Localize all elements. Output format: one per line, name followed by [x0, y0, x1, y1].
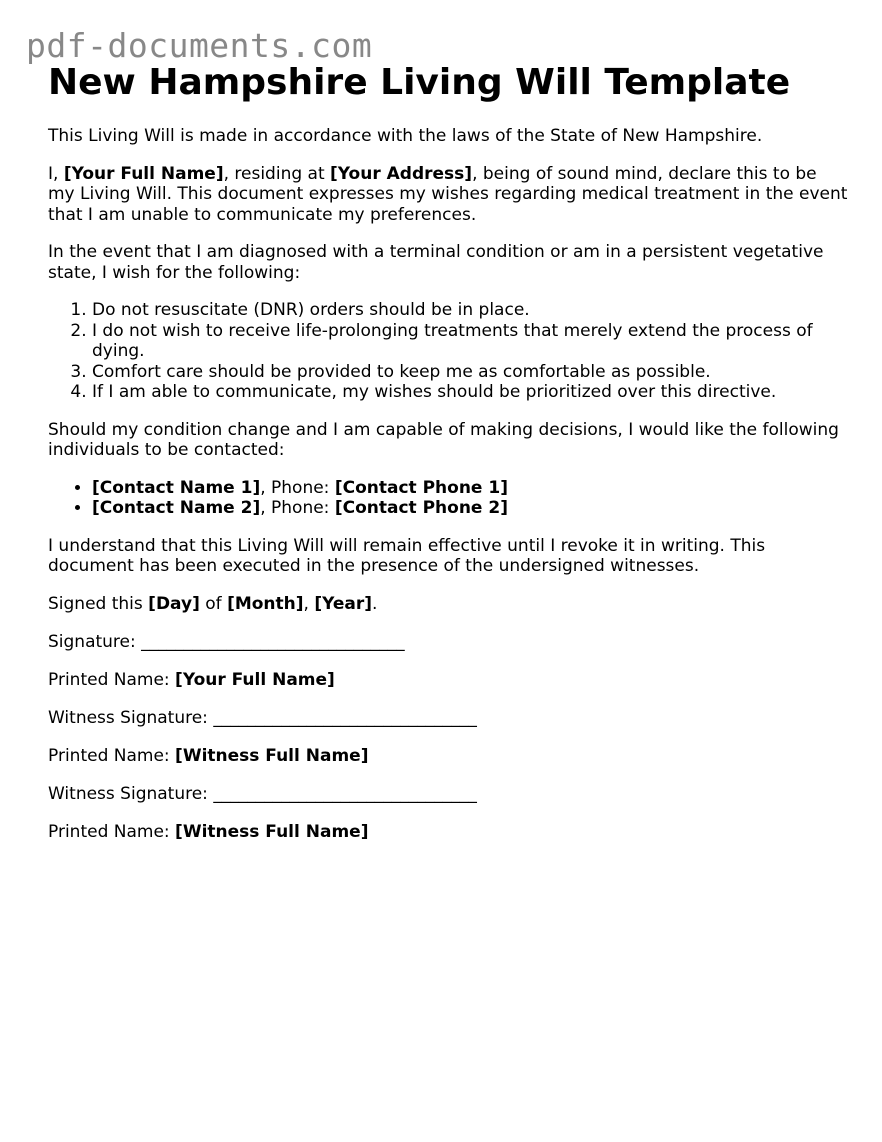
contact-name: [Contact Name 1]	[92, 477, 261, 498]
contact-item	[92, 478, 848, 499]
witness-signature-blank: _______________________________	[213, 784, 477, 804]
contact-phone: [Contact Phone 1]	[334, 477, 508, 498]
signature-label: Signature:	[48, 632, 142, 652]
witness-signature-label: Witness Signature:	[48, 784, 214, 804]
declaration-residing: , residing at	[223, 163, 331, 184]
witness-printed-name-label: Printed Name:	[48, 746, 176, 766]
contact-phone-label: , Phone:	[260, 498, 335, 518]
signed-of: of	[199, 594, 228, 614]
contact-item	[92, 498, 848, 519]
wish-item: 3. Comfort care should be provided to keep me as comfortable as possible.	[92, 362, 848, 383]
witness-signature-line	[48, 784, 848, 805]
contacts-list	[48, 478, 848, 519]
contact-phone: [Contact Phone 2]	[334, 498, 508, 518]
contact-name: [Contact Name 2]	[92, 498, 261, 518]
day-placeholder: [Day]	[148, 594, 200, 614]
witness-printed-name-line	[48, 822, 848, 843]
witness-signature-blank: _______________________________	[213, 708, 477, 728]
signature-blank: _______________________________	[141, 632, 405, 652]
printed-name-line	[48, 670, 848, 691]
wish-item: 2. I do not wish to receive life-prolonging treatments that merely extend the process of dying.	[92, 321, 848, 362]
signed-prefix: Signed this	[48, 594, 149, 614]
witness-printed-name-value: [Witness Full Name]	[175, 822, 369, 842]
witness-printed-name-value: [Witness Full Name]	[175, 746, 369, 766]
printed-name-value: [Your Full Name]	[175, 670, 335, 690]
witness-printed-name-line	[48, 746, 848, 767]
declaration-prefix: I,	[48, 163, 64, 184]
intro-paragraph: This Living Will is made in accordance with the laws of the State of New Hampshire.	[48, 126, 763, 146]
signed-end: .	[372, 594, 378, 614]
effective-paragraph: I understand that this Living Will will remain effective until I revoke it in writing. This document has been executed in the presence of the undersigned witnesses.	[48, 535, 766, 576]
wish-item: 4. If I am able to communicate, my wishes should be prioritized over this directive.	[92, 382, 848, 403]
declaration-rest: , being of sound mind, declare this to be my Living Will. This document expresses my wishes regarding medical treatment in the event that I am unable to communicate my preferences.	[48, 163, 848, 225]
month-placeholder: [Month]	[227, 594, 304, 614]
document-title: New Hampshire Living Will Template	[48, 62, 791, 103]
document-body	[48, 60, 848, 843]
witness-printed-name-label: Printed Name:	[48, 822, 176, 842]
wishes-list	[48, 300, 848, 403]
signed-comma: ,	[303, 594, 315, 614]
printed-name-label: Printed Name:	[48, 670, 176, 690]
wish-item: 1. Do not resuscitate (DNR) orders should be in place.	[92, 300, 848, 321]
declaration-paragraph	[48, 164, 848, 226]
signed-date-line	[48, 594, 848, 615]
address-placeholder: [Your Address]	[330, 163, 473, 184]
terminal-condition-paragraph: In the event that I am diagnosed with a terminal condition or am in a persistent vegetative state, I wish for the following:	[48, 242, 824, 283]
contact-paragraph: Should my condition change and I am capable of making decisions, I would like the following individuals to be contacted:	[48, 419, 839, 460]
year-placeholder: [Year]	[314, 594, 373, 614]
watermark: pdf-documents.com	[26, 26, 373, 65]
name-placeholder: [Your Full Name]	[63, 163, 224, 184]
signature-line	[48, 632, 848, 653]
contact-phone-label: , Phone:	[260, 477, 335, 498]
witness-signature-label: Witness Signature:	[48, 708, 214, 728]
witness-signature-line	[48, 708, 848, 729]
